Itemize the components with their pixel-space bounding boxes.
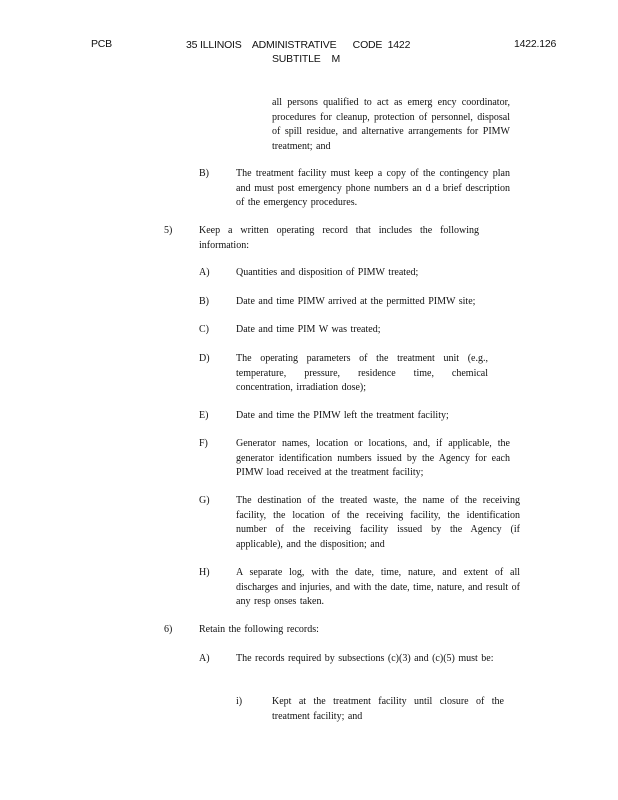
item-6-a-text: The records required by subsections (c)(3) and (c)(5) must be: xyxy=(236,653,494,664)
item-6-a-i-text: Kept at the treatment facility until closure of the treatment facility; and xyxy=(272,696,504,722)
header-title xyxy=(186,38,436,66)
item-6-a-label: A) xyxy=(199,653,210,664)
item-5-b-label: B) xyxy=(199,296,209,307)
header-left: PCB xyxy=(91,38,112,50)
item-6-label: 6) xyxy=(164,624,173,635)
item-5-c-label: C) xyxy=(199,324,209,335)
item-5-g-label: G) xyxy=(199,495,210,506)
item-5-h-label: H) xyxy=(199,567,210,578)
header-title-line2: SUBTITLE M xyxy=(272,53,340,65)
item-5-f-text: Generator names, location or locations, and, if applicable, the generator identification numbers issued by the Agency for each PIMW load received at the treatment facility; xyxy=(236,438,510,478)
item-b-top-text: The treatment facility must keep a copy of the contingency plan and must post emergency phone numbers an d a brief description of the emergency procedures. xyxy=(236,168,510,208)
item-5-d-text: The operating parameters of the treatment unit (e.g., temperature, pressure, residence time, chemical concentration, irradiation dose); xyxy=(236,353,488,393)
item-5-e-label: E) xyxy=(199,410,209,421)
item-5-a-label: A) xyxy=(199,267,210,278)
item-6-text: Retain the following records: xyxy=(199,624,319,635)
header-section-number: 1422.126 xyxy=(514,38,557,50)
item-5-e-text: Date and time the PIMW left the treatment facility; xyxy=(236,410,449,421)
item-5-c-text: Date and time PIM W was treated; xyxy=(236,324,381,335)
item-5-label: 5) xyxy=(164,225,173,236)
item-5-a-text: Quantities and disposition of PIMW treated; xyxy=(236,267,419,278)
item-5-h-text: A separate log, with the date, time, nature, and extent of all discharges and injuries, and with the date, time, nature, and result of any resp onses taken. xyxy=(236,567,520,607)
item-5-f-label: F) xyxy=(199,438,208,449)
item-b-top-label: B) xyxy=(199,168,209,179)
item-5-g-text: The destination of the treated waste, the name of the receiving facility, the location of the receiving facility, the identification number of the receiving facility issued by the Agency (if applicable), and the disposition; and xyxy=(236,495,520,550)
item-5-b-text: Date and time PIMW arrived at the permitted PIMW site; xyxy=(236,296,476,307)
continuation-paragraph: all persons qualified to act as emerg ency coordinator, procedures for cleanup, protection of personnel, disposal of spill residue, and alternative arrangements for PIMW treatment; and xyxy=(272,97,510,152)
header-title-line1: 35 ILLINOIS ADMINISTRATIVE CODE 1422 xyxy=(186,39,411,51)
item-5-d-label: D) xyxy=(199,353,210,364)
item-5-text: Keep a written operating record that includes the following information: xyxy=(199,225,479,251)
item-6-a-i-label: i) xyxy=(236,696,243,707)
